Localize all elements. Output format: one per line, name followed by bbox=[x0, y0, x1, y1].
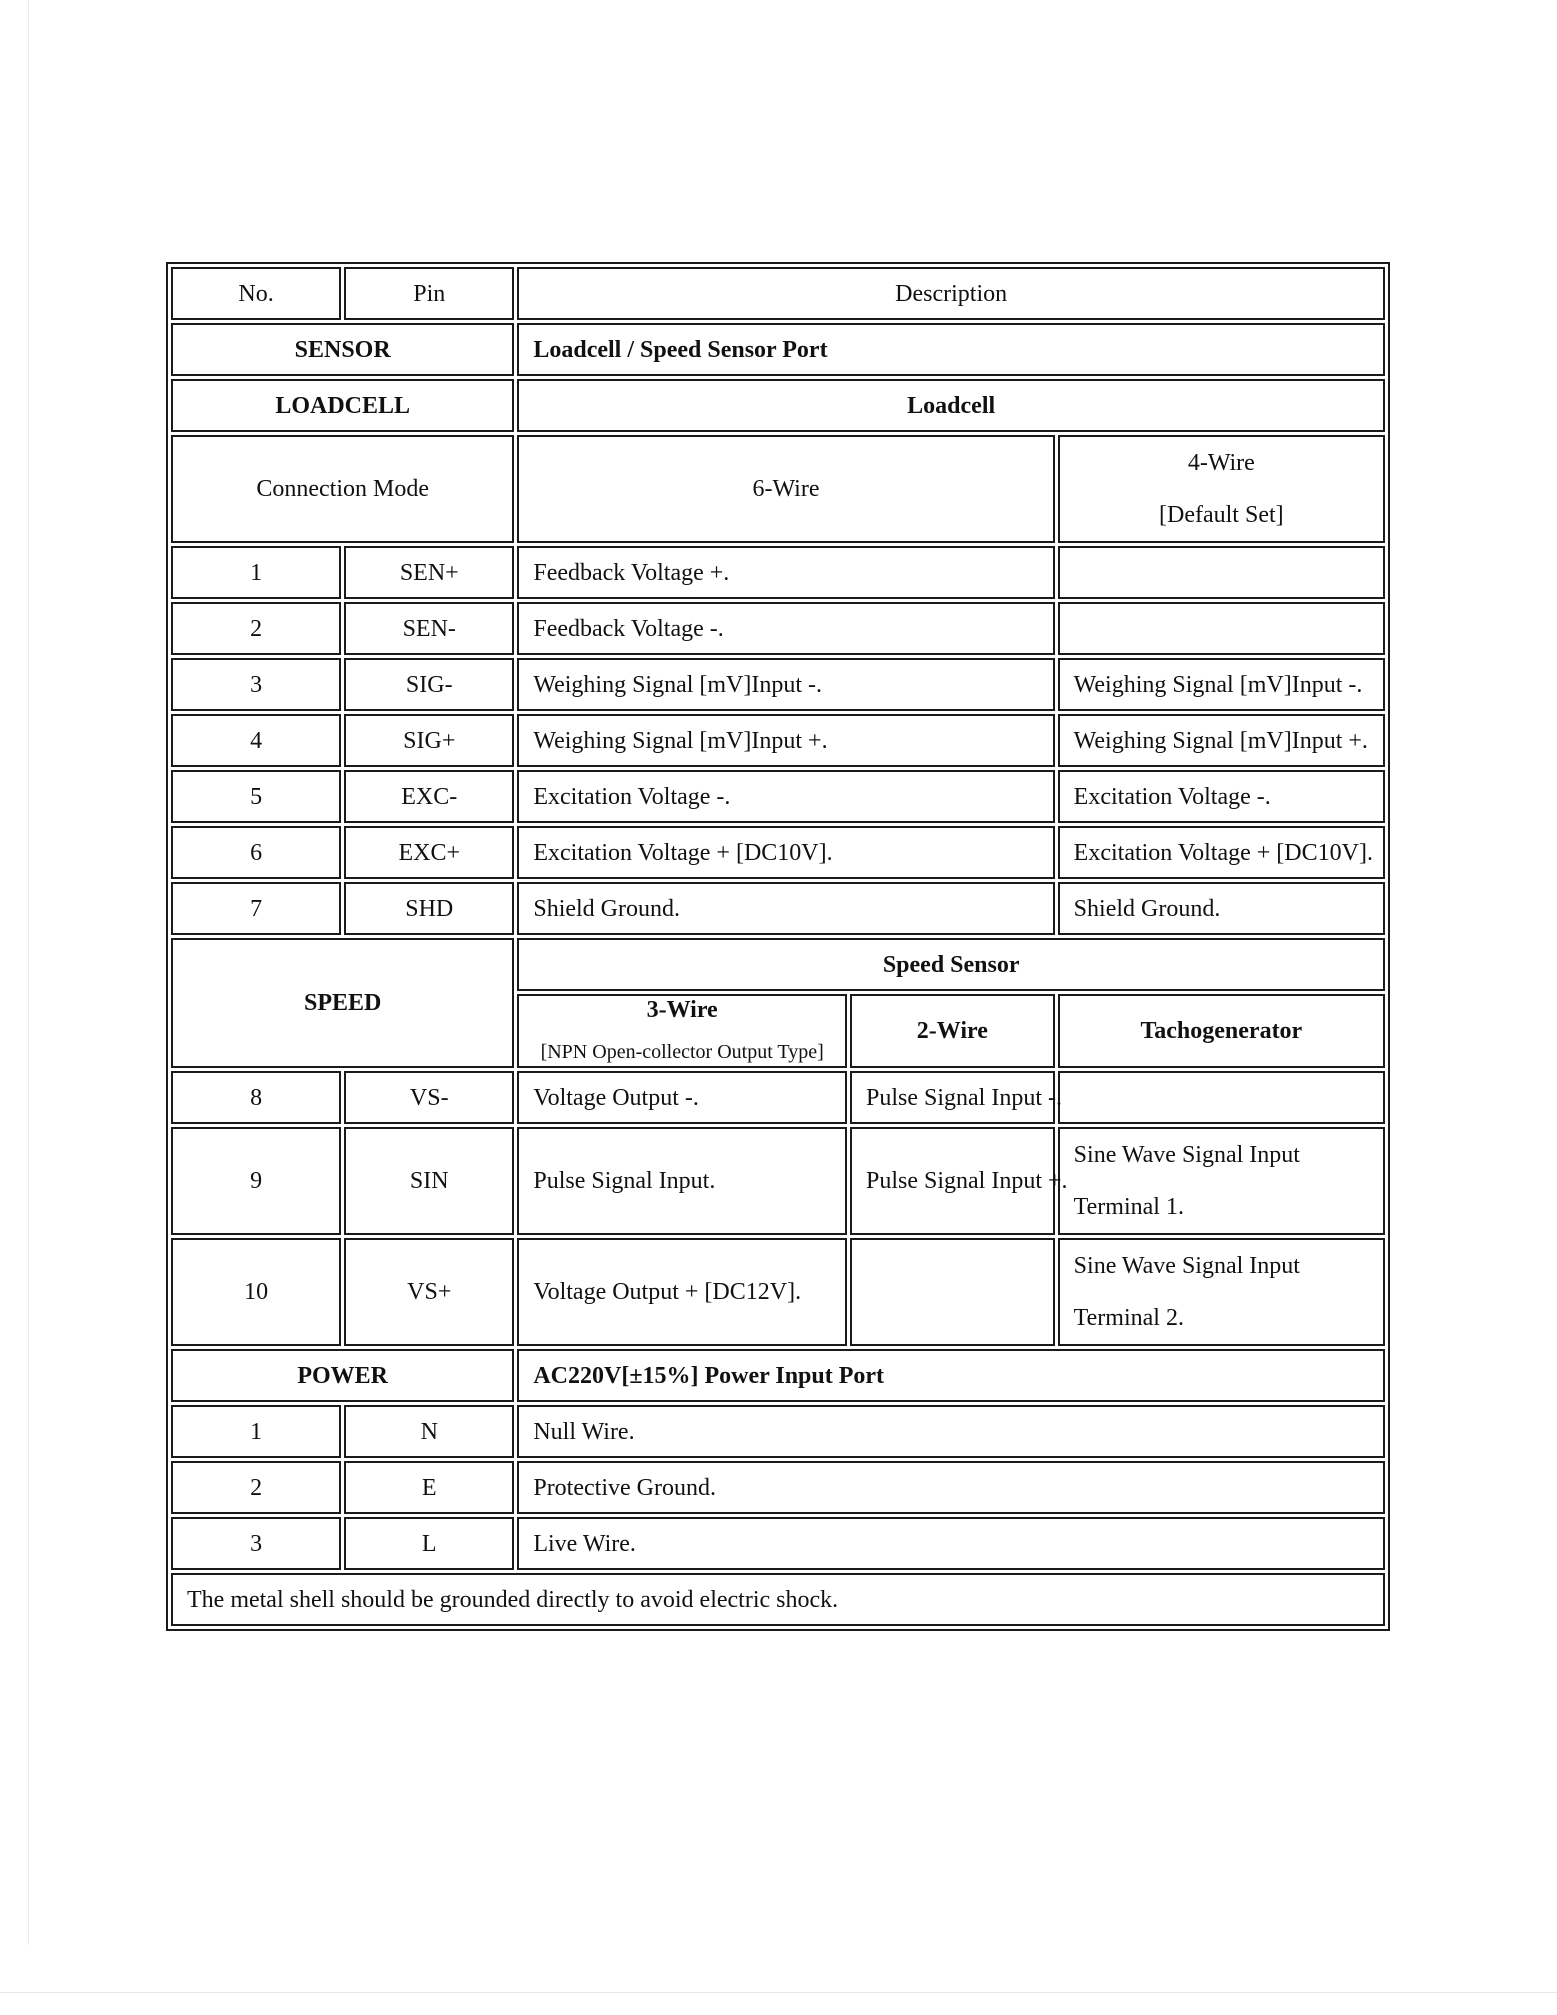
pin-name: E bbox=[344, 1461, 514, 1514]
pin-name: VS- bbox=[344, 1071, 514, 1124]
table-row bbox=[171, 1127, 1385, 1235]
tacho-desc-line-1: Sine Wave Signal Input bbox=[1073, 1253, 1300, 1279]
table-header-row bbox=[171, 267, 1385, 320]
six-wire-desc: Excitation Voltage + [DC10V]. bbox=[517, 826, 1054, 879]
four-wire-desc: Weighing Signal [mV]Input +. bbox=[1058, 714, 1385, 767]
four-wire-desc bbox=[1058, 602, 1385, 655]
speed-label: SPEED bbox=[171, 938, 514, 1068]
page-edge bbox=[28, 0, 29, 1945]
four-wire-desc: Excitation Voltage + [DC10V]. bbox=[1058, 826, 1385, 879]
pin-number: 9 bbox=[171, 1127, 341, 1235]
table-row bbox=[171, 882, 1385, 935]
mode-6wire: 6-Wire bbox=[517, 435, 1054, 543]
table-row bbox=[171, 770, 1385, 823]
col-2wire: 2-Wire bbox=[850, 994, 1055, 1068]
pin-assignment-table bbox=[166, 262, 1390, 1631]
pin-number: 10 bbox=[171, 1238, 341, 1346]
pin-name: L bbox=[344, 1517, 514, 1570]
pin-number: 2 bbox=[171, 602, 341, 655]
pin-number: 2 bbox=[171, 1461, 341, 1514]
six-wire-desc: Excitation Voltage -. bbox=[517, 770, 1054, 823]
table-row bbox=[171, 546, 1385, 599]
table-row bbox=[171, 1517, 1385, 1570]
loadcell-label: LOADCELL bbox=[171, 379, 514, 432]
pin-number: 3 bbox=[171, 1517, 341, 1570]
pin-name: SEN- bbox=[344, 602, 514, 655]
four-wire-desc: Weighing Signal [mV]Input -. bbox=[1058, 658, 1385, 711]
tacho-desc bbox=[1058, 1238, 1385, 1346]
tacho-desc-line-2: Terminal 1. bbox=[1073, 1194, 1184, 1220]
footer-note-row bbox=[171, 1573, 1385, 1626]
pin-name: SIG- bbox=[344, 658, 514, 711]
two-wire-desc bbox=[850, 1238, 1055, 1346]
connection-mode-label: Connection Mode bbox=[171, 435, 514, 543]
table-row bbox=[171, 602, 1385, 655]
six-wire-desc: Feedback Voltage +. bbox=[517, 546, 1054, 599]
col-3wire-cell bbox=[517, 994, 847, 1068]
pin-name: EXC+ bbox=[344, 826, 514, 879]
header-no: No. bbox=[171, 267, 341, 320]
footer-note: The metal shell should be grounded directly to avoid electric shock. bbox=[171, 1573, 1385, 1626]
table-row bbox=[171, 1461, 1385, 1514]
loadcell-title: Loadcell bbox=[517, 379, 1385, 432]
pin-number: 1 bbox=[171, 1405, 341, 1458]
pin-number: 3 bbox=[171, 658, 341, 711]
power-section-row bbox=[171, 1349, 1385, 1402]
six-wire-desc: Feedback Voltage -. bbox=[517, 602, 1054, 655]
table-row bbox=[171, 1405, 1385, 1458]
connection-mode-row bbox=[171, 435, 1385, 543]
three-wire-desc: Pulse Signal Input. bbox=[517, 1127, 847, 1235]
table-row bbox=[171, 714, 1385, 767]
power-desc: Protective Ground. bbox=[517, 1461, 1385, 1514]
three-wire-desc: Voltage Output + [DC12V]. bbox=[517, 1238, 847, 1346]
four-wire-desc: Excitation Voltage -. bbox=[1058, 770, 1385, 823]
pin-number: 6 bbox=[171, 826, 341, 879]
tacho-desc-line-2: Terminal 2. bbox=[1073, 1305, 1184, 1331]
six-wire-desc: Shield Ground. bbox=[517, 882, 1054, 935]
pin-number: 5 bbox=[171, 770, 341, 823]
loadcell-section-row bbox=[171, 379, 1385, 432]
speed-title: Speed Sensor bbox=[517, 938, 1385, 991]
pin-name: SEN+ bbox=[344, 546, 514, 599]
two-wire-desc: Pulse Signal Input +. bbox=[850, 1127, 1055, 1235]
header-pin: Pin bbox=[344, 267, 514, 320]
header-description: Description bbox=[517, 267, 1385, 320]
col-3wire-note: [NPN Open-collector Output Type] bbox=[540, 1041, 824, 1063]
col-tacho: Tachogenerator bbox=[1058, 994, 1385, 1068]
tacho-desc bbox=[1058, 1127, 1385, 1235]
table-row bbox=[171, 1238, 1385, 1346]
pin-number: 7 bbox=[171, 882, 341, 935]
pin-name: EXC- bbox=[344, 770, 514, 823]
speed-title-row bbox=[171, 938, 1385, 991]
six-wire-desc: Weighing Signal [mV]Input +. bbox=[517, 714, 1054, 767]
pin-name: N bbox=[344, 1405, 514, 1458]
power-desc: Null Wire. bbox=[517, 1405, 1385, 1458]
tacho-desc-line-1: Sine Wave Signal Input bbox=[1073, 1142, 1300, 1168]
pin-name: SIG+ bbox=[344, 714, 514, 767]
pin-name: SIN bbox=[344, 1127, 514, 1235]
two-wire-desc: Pulse Signal Input -. bbox=[850, 1071, 1055, 1124]
power-desc: Live Wire. bbox=[517, 1517, 1385, 1570]
sensor-title: Loadcell / Speed Sensor Port bbox=[517, 323, 1385, 376]
mode-4wire-cell bbox=[1058, 435, 1385, 543]
tacho-desc bbox=[1058, 1071, 1385, 1124]
pin-number: 1 bbox=[171, 546, 341, 599]
three-wire-desc: Voltage Output -. bbox=[517, 1071, 847, 1124]
sensor-label: SENSOR bbox=[171, 323, 514, 376]
table-row bbox=[171, 658, 1385, 711]
bottom-rule bbox=[0, 1992, 1557, 1993]
mode-4wire-note: [Default Set] bbox=[1159, 502, 1284, 528]
pin-name: SHD bbox=[344, 882, 514, 935]
table-row bbox=[171, 1071, 1385, 1124]
four-wire-desc bbox=[1058, 546, 1385, 599]
pin-number: 8 bbox=[171, 1071, 341, 1124]
power-label: POWER bbox=[171, 1349, 514, 1402]
table-row bbox=[171, 826, 1385, 879]
power-title: AC220V[±15%] Power Input Port bbox=[517, 1349, 1385, 1402]
col-3wire: 3-Wire bbox=[646, 997, 718, 1023]
six-wire-desc: Weighing Signal [mV]Input -. bbox=[517, 658, 1054, 711]
mode-4wire: 4-Wire bbox=[1187, 450, 1255, 476]
pin-name: VS+ bbox=[344, 1238, 514, 1346]
pin-number: 4 bbox=[171, 714, 341, 767]
sensor-section-row bbox=[171, 323, 1385, 376]
four-wire-desc: Shield Ground. bbox=[1058, 882, 1385, 935]
